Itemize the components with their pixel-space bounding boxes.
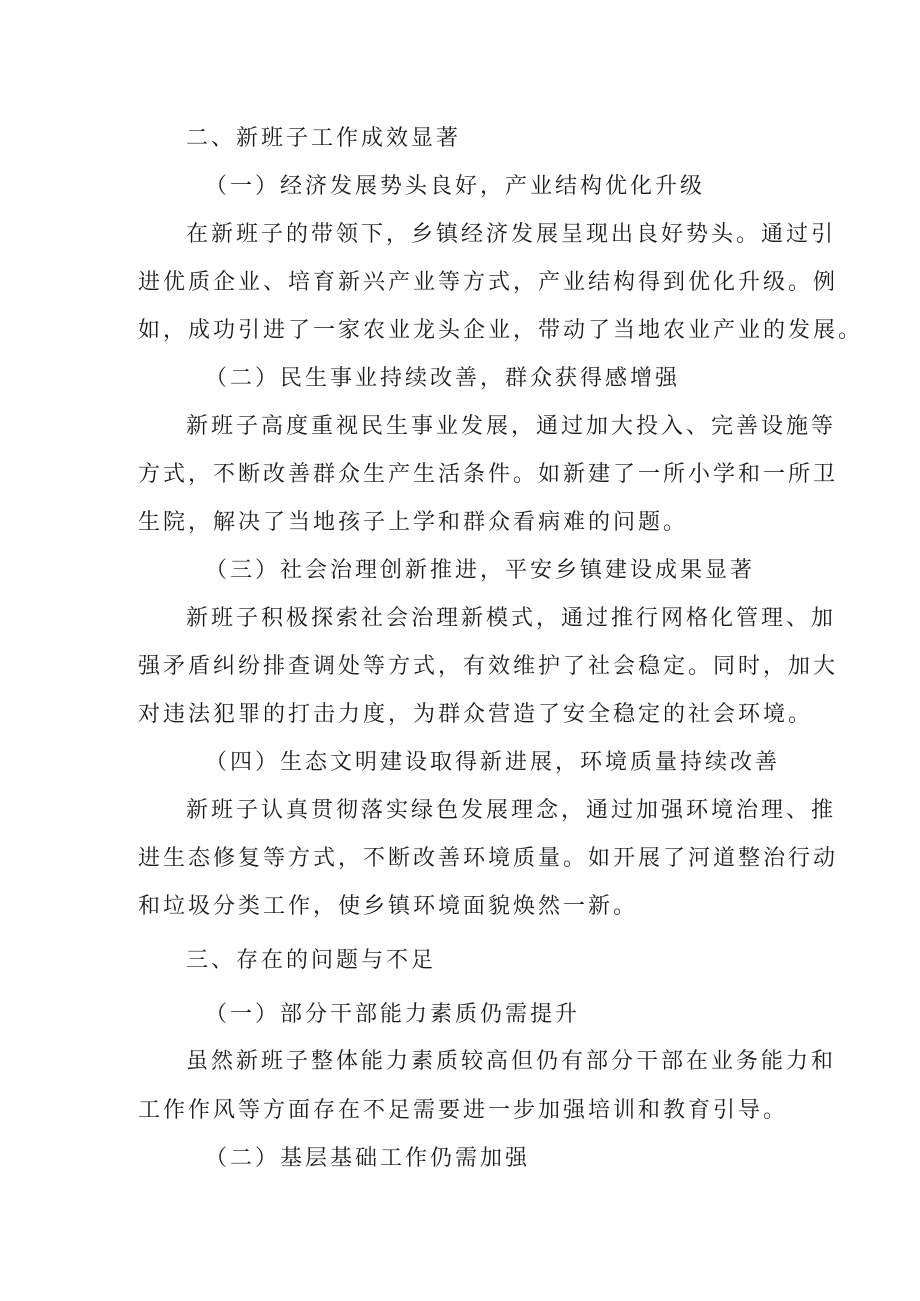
paragraph-line: 在新班子的带领下，乡镇经济发展呈现出良好势头。通过引 xyxy=(186,222,837,247)
paragraph-line: 新班子认真贯彻落实绿色发展理念，通过加强环境治理、推 xyxy=(186,798,837,823)
paragraph-line: 对违法犯罪的打击力度，为群众营造了安全稳定的社会环境。 xyxy=(138,702,814,727)
paragraph-line: 新班子积极探索社会治理新模式，通过推行网格化管理、加 xyxy=(186,606,837,631)
paragraph-line: 如，成功引进了一家农业龙头企业，带动了当地农业产业的发展。 xyxy=(138,318,864,343)
section-heading-3: 三、存在的问题与不足 xyxy=(186,948,437,973)
paragraph-line: 强矛盾纠纷排查调处等方式，有效维护了社会稳定。同时，加大 xyxy=(138,654,839,679)
paragraph-line: 方式，不断改善群众生产生活条件。如新建了一所小学和一所卫 xyxy=(138,462,839,487)
paragraph-line: 和垃圾分类工作，使乡镇环境面貌焕然一新。 xyxy=(138,894,639,919)
subheading-3-1: （一）部分干部能力素质仍需提升 xyxy=(205,1002,581,1027)
subheading-2-4: （四）生态文明建设取得新进展，环境质量持续改善 xyxy=(205,750,781,775)
paragraph-line: 虽然新班子整体能力素质较高但仍有部分干部在业务能力和 xyxy=(186,1049,837,1074)
paragraph-line: 进优质企业、培育新兴产业等方式，产业结构得到优化升级。例 xyxy=(138,270,839,295)
paragraph-line: 工作作风等方面存在不足需要进一步加强培训和教育引导。 xyxy=(138,1098,789,1123)
paragraph-line: 进生态修复等方式，不断改善环境质量。如开展了河道整治行动 xyxy=(138,846,839,871)
subheading-2-2: （二）民生事业持续改善，群众获得感增强 xyxy=(205,366,681,391)
subheading-2-3: （三）社会治理创新推进，平安乡镇建设成果显著 xyxy=(205,558,756,583)
subheading-2-1: （一）经济发展势头良好，产业结构优化升级 xyxy=(205,174,706,199)
paragraph-line: 生院，解决了当地孩子上学和群众看病难的问题。 xyxy=(138,510,689,535)
subheading-3-2: （二）基层基础工作仍需加强 xyxy=(205,1146,531,1171)
paragraph-line: 新班子高度重视民生事业发展，通过加大投入、完善设施等 xyxy=(186,414,837,439)
section-heading-2: 二、新班子工作成效显著 xyxy=(186,126,462,151)
